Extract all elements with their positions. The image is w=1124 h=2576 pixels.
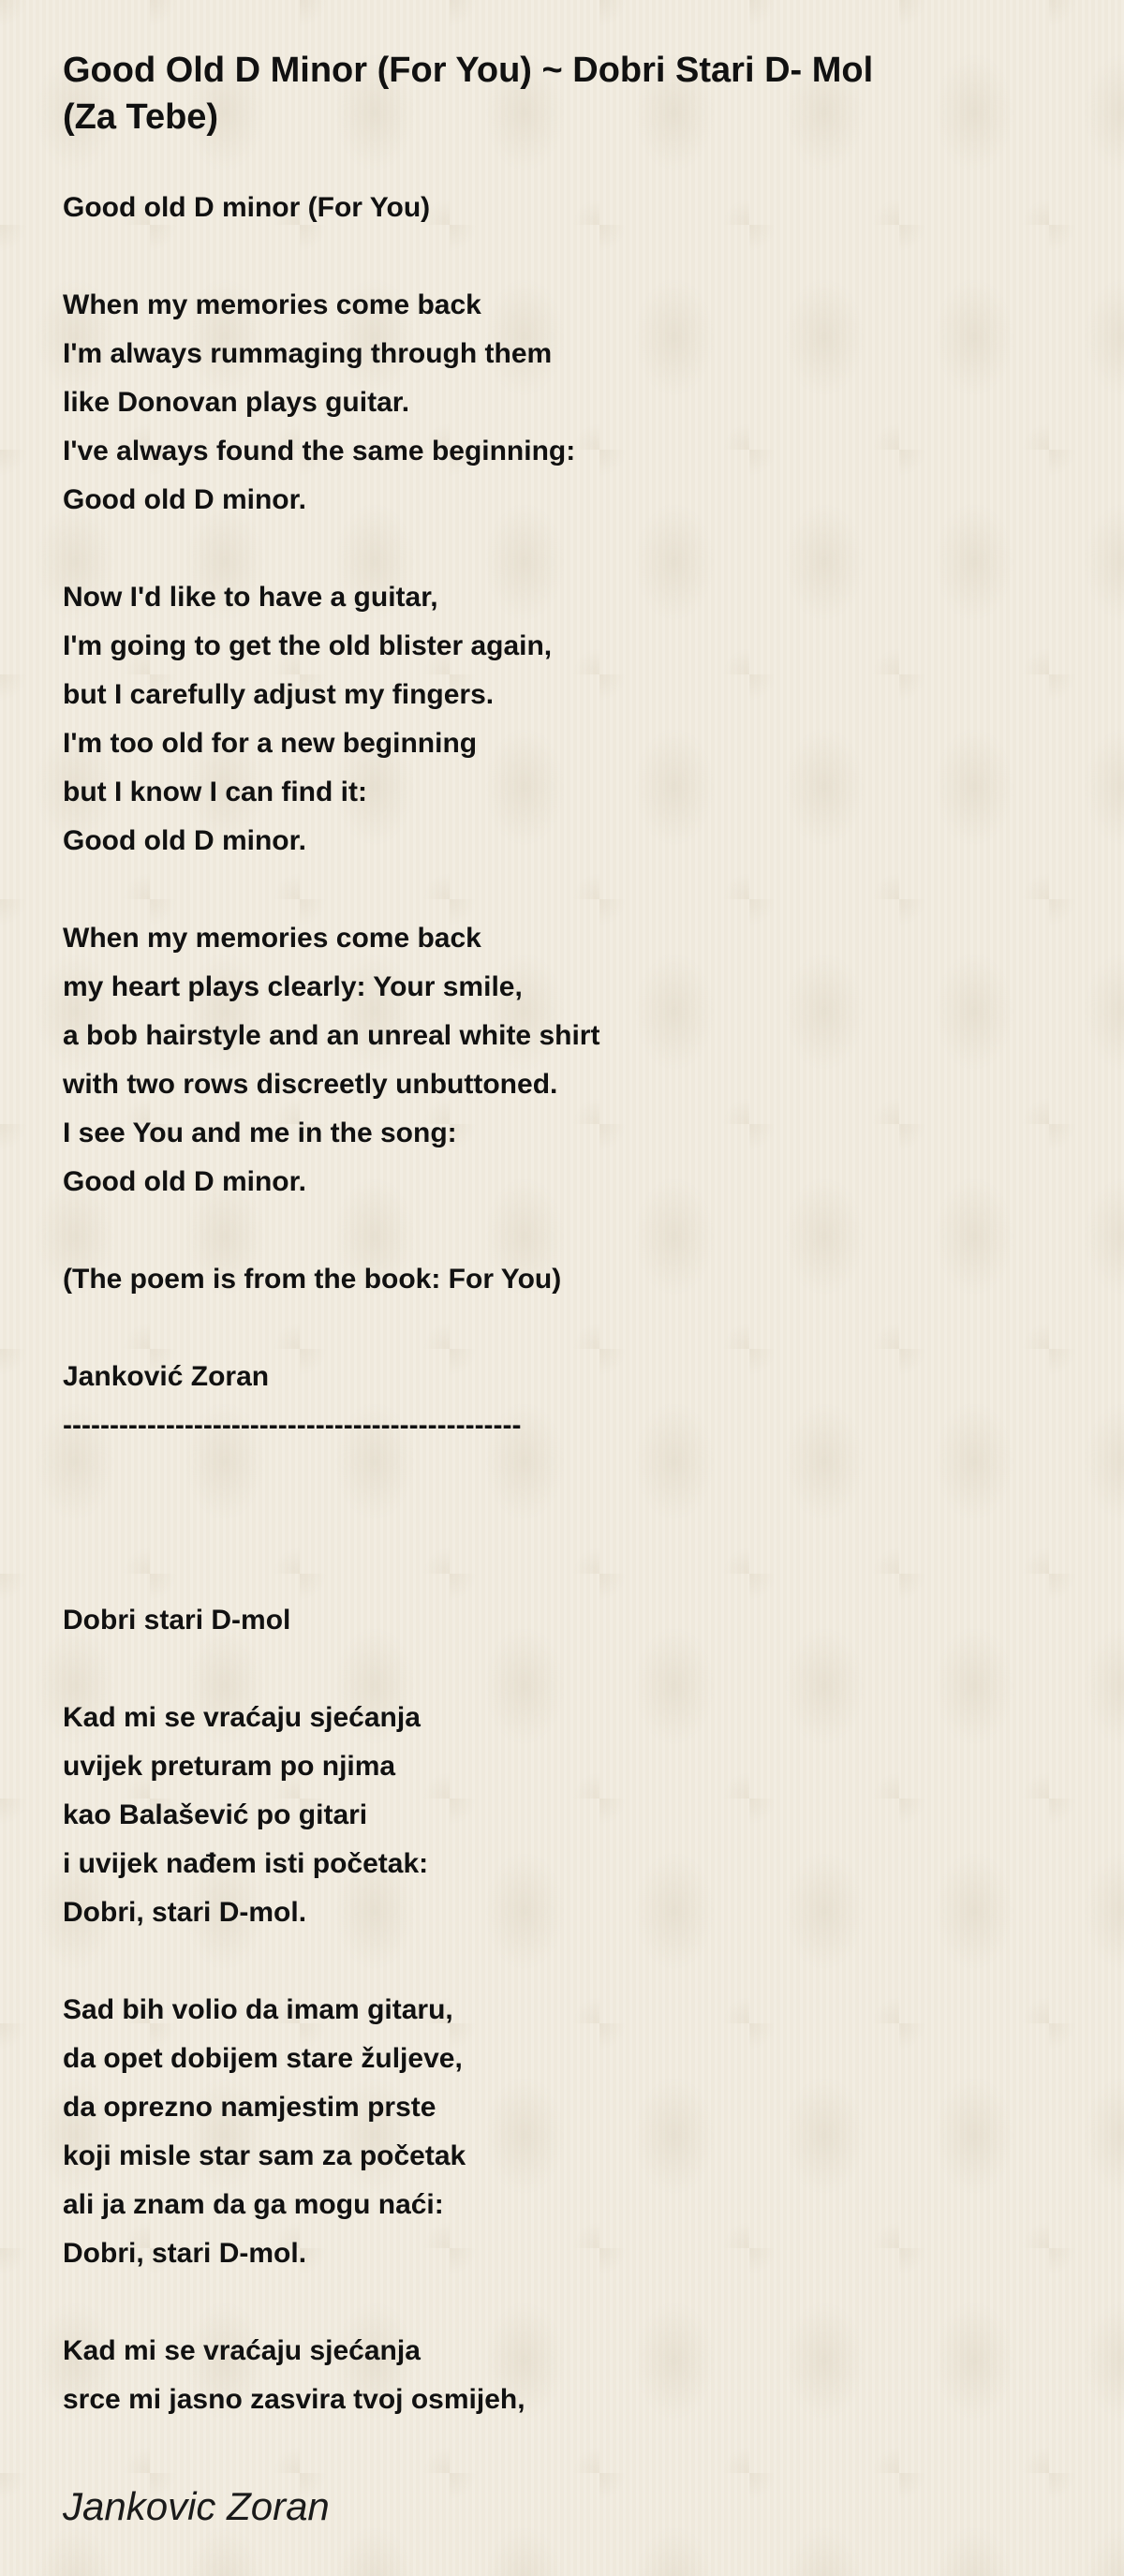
poem-line: ------------------------------------------------- <box>63 1410 522 1441</box>
poem-blank-line <box>63 1547 1074 1596</box>
poem-blank-line <box>63 2278 1074 2327</box>
poem-line: Kad mi se vraćaju sjećanja <box>63 2335 421 2366</box>
poem-line: a bob hairstyle and an unreal white shirt <box>63 1020 600 1051</box>
poem-blank-line <box>63 866 1074 914</box>
poem-container <box>63 47 1074 2424</box>
poem-line: da opet dobijem stare žuljeve, <box>63 2043 463 2074</box>
poem-line: koji misle star sam za početak <box>63 2140 466 2171</box>
poem-line: When my memories come back <box>63 923 481 954</box>
poem-line: Sad bih volio da imam gitaru, <box>63 1994 453 2025</box>
poem-line: but I know I can find it: <box>63 777 367 807</box>
poem-body <box>63 184 1074 2424</box>
poem-line: I'm going to get the old blister again, <box>63 630 553 661</box>
poem-line: I see You and me in the song: <box>63 1118 457 1148</box>
poem-line: Good old D minor (For You) <box>63 192 431 223</box>
poem-line: When my memories come back <box>63 289 481 320</box>
poem-line: my heart plays clearly: Your smile, <box>63 971 523 1002</box>
poem-line: Dobri stari D-mol <box>63 1605 291 1636</box>
poem-blank-line <box>63 1450 1074 1499</box>
poem-line: but I carefully adjust my fingers. <box>63 679 495 710</box>
poem-blank-line <box>63 525 1074 573</box>
poem-line: I'm too old for a new beginning <box>63 728 478 759</box>
poem-line: (The poem is from the book: For You) <box>63 1264 562 1295</box>
poem-line: Janković Zoran <box>63 1361 270 1392</box>
poem-line: i uvijek nađem isti početak: <box>63 1848 429 1879</box>
poem-line: Good old D minor. <box>63 825 306 856</box>
poem-blank-line <box>63 1937 1074 1986</box>
poem-blank-line <box>63 1645 1074 1694</box>
poem-line: like Donovan plays guitar. <box>63 387 410 418</box>
poem-line: Dobri, stari D-mol. <box>63 1897 307 1928</box>
poem-line: Good old D minor. <box>63 484 306 515</box>
poem-line: Good old D minor. <box>63 1166 306 1197</box>
poem-line: Kad mi se vraćaju sjećanja <box>63 1702 421 1733</box>
poem-blank-line <box>63 1499 1074 1547</box>
poem-line: ali ja znam da ga mogu naći: <box>63 2189 444 2220</box>
poem-line: with two rows discreetly unbuttoned. <box>63 1069 558 1100</box>
author-signature: Jankovic Zoran <box>63 2484 330 2528</box>
poem-line: Dobri, stari D-mol. <box>63 2238 307 2269</box>
poem-blank-line <box>63 1304 1074 1353</box>
poem-line: Now I'd like to have a guitar, <box>63 582 438 613</box>
poem-blank-line <box>63 232 1074 281</box>
poem-line: I've always found the same beginning: <box>63 436 576 466</box>
poem-line: kao Balašević po gitari <box>63 1799 368 1830</box>
poem-title: Good Old D Minor (For You) ~ Dobri Stari D- Mol (Za Tebe) <box>63 51 874 137</box>
poem-line: srce mi jasno zasvira tvoj osmijeh, <box>63 2384 525 2415</box>
poem-blank-line <box>63 1207 1074 1255</box>
poem-line: uvijek preturam po njima <box>63 1751 396 1782</box>
poem-line: da oprezno namjestim prste <box>63 2092 436 2123</box>
poem-line: I'm always rummaging through them <box>63 338 553 369</box>
